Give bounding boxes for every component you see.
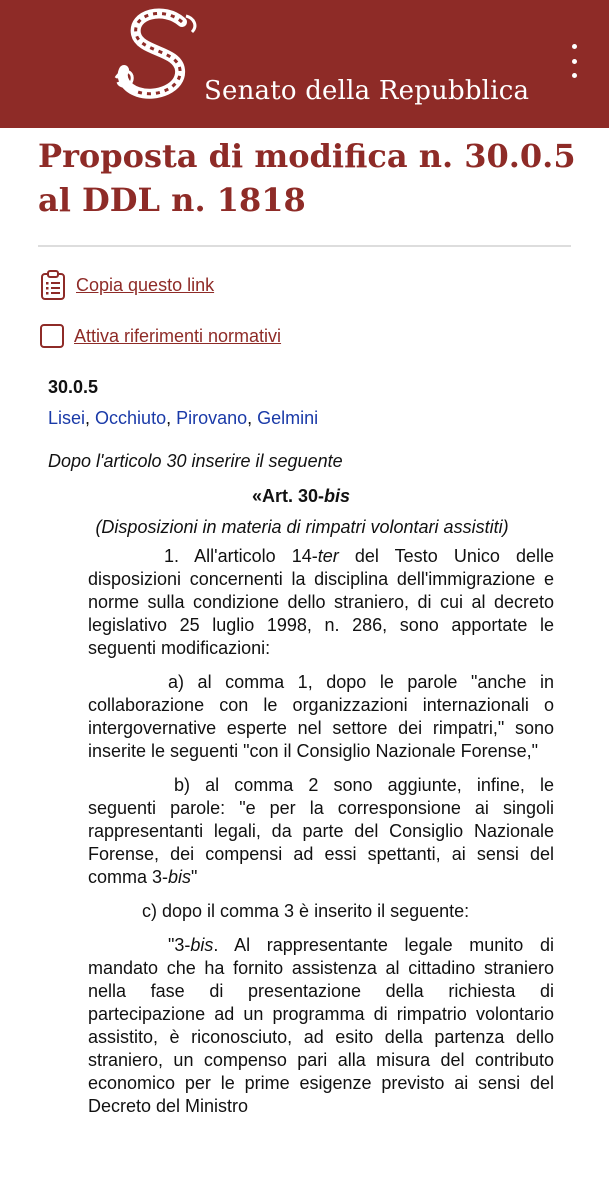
more-menu-icon[interactable] bbox=[560, 44, 588, 78]
article-subtitle: (Disposizioni in materia di rimpatri volontari assistiti) bbox=[95, 517, 509, 537]
copy-link-button[interactable] bbox=[40, 270, 214, 300]
normative-refs-label[interactable]: Attiva riferimenti normativi bbox=[74, 325, 282, 346]
paragraph-c: c) dopo il comma 3 è inserito il seguente: bbox=[142, 901, 470, 921]
amendment-intro: Dopo l'articolo 30 inserire il seguente bbox=[48, 451, 343, 471]
author-link[interactable]: Pirovano bbox=[176, 408, 248, 428]
normative-refs-toggle[interactable] bbox=[40, 324, 281, 348]
brand-name: Senato della Repubblica bbox=[204, 76, 530, 106]
author-link[interactable]: Gelmini bbox=[257, 408, 319, 428]
author-link[interactable]: Occhiuto bbox=[95, 408, 167, 428]
divider bbox=[38, 245, 571, 247]
authors-list: Lisei, Occhiuto, Pirovano, Gelmini bbox=[48, 408, 319, 428]
article-text bbox=[48, 545, 554, 1118]
amendment-body bbox=[48, 376, 554, 1129]
normative-refs-checkbox[interactable] bbox=[40, 324, 64, 348]
paragraph-3bis: "3-bis. Al rappresentante legale munito di mandato che ha fornito assistenza al cittadino straniero nella fase di presentazione della richiesta di partecipazione ad un programma di rimpatrio volontario assistito, è riconosciuto, ad esito della partenza dello straniero, un compenso pari alla misura del contributo economico per le prime esigenze previsto ai sensi del Decreto del Ministro bbox=[88, 935, 554, 1116]
site-header bbox=[0, 0, 609, 128]
amendment-number: 30.0.5 bbox=[48, 377, 99, 397]
paragraph-a: a) al comma 1, dopo le parole "anche in collaborazione con le organizzazioni internazionali o intergovernative esperte nel settore dei rimpatri," sono inserite le seguenti "con il Consiglio Nazionale Forense," bbox=[88, 672, 554, 761]
paragraph-b: b) al comma 2 sono aggiunte, infine, le seguenti parole: "e per la corresponsione ai singoli rappresentanti legali, da parte del Consiglio Nazionale Forense, dei compensi ad essi spettanti, ai sensi del comma 3-bis" bbox=[88, 775, 554, 887]
copy-link-label[interactable]: Copia questo link bbox=[76, 274, 215, 295]
article-title: «Art. 30-bis bbox=[251, 486, 351, 506]
senato-logo-icon[interactable] bbox=[112, 8, 208, 106]
paragraph-1: 1. All'articolo 14-ter del Testo Unico delle disposizioni concernenti la disciplina dell'immigrazione e norme sulla condizione dello straniero, di cui al decreto legislativo 25 luglio 1998, n. 286, sono apportate le seguenti modificazioni: bbox=[88, 546, 554, 658]
clipboard-list-icon bbox=[40, 270, 66, 300]
page-title: Proposta di modifica n. 30.0.5 al DDL n. 1818 bbox=[38, 137, 576, 219]
author-link[interactable]: Lisei bbox=[48, 408, 86, 428]
